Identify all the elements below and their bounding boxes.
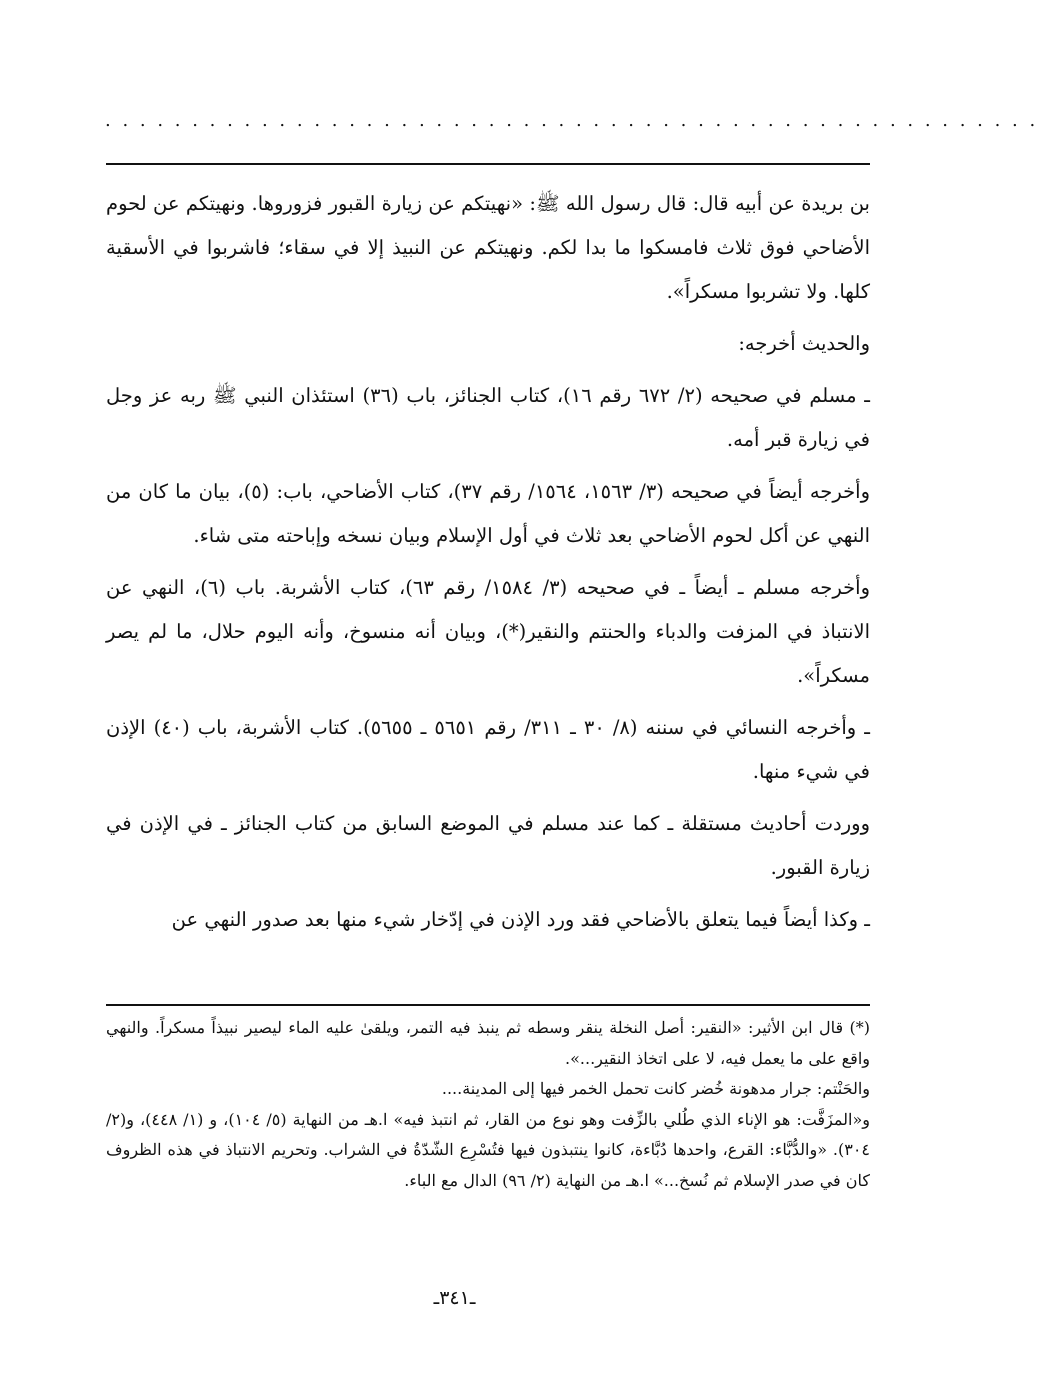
paragraph-adahi-continued: ـ وكذا أيضاً فيما يتعلق بالأضاحي فقد ورد الإذن في إدّخار شيء منها بعد صدور النهي عن: [171, 908, 870, 931]
paragraph-muslim-janaiz: ـ مسلم في صحيحه (٢/ ٦٧٢ رقم ١٦)، كتاب الجنائز، باب (٣٦) استئذان النبي ﷺ ربه عز وجل في زيارة قبر أمه.: [106, 384, 870, 451]
paragraph-independent-hadiths: ووردت أحاديث مستقلة ـ كما عند مسلم في الموضع السابق من كتاب الجنائز ـ في الإذن في زيارة القبور.: [106, 812, 870, 879]
page-number: ـ٣٤١ـ: [433, 1287, 476, 1309]
continuation-dots: . . . . . . . . . . . . . . . . . . . . . . . . . . . . . . . . . . . . . . . . . . . . . . . . . . . . . .: [105, 110, 1038, 131]
footnote-line-naqir: (*) قال ابن الأثير: «النقير: أصل النخلة ينقر وسطه ثم ينبذ فيه التمر، ويلقىٰ عليه الماء ليصير نبيذاً مسكراً. والنهي واقع على ما يعمل فيه، لا على اتخاذ النقير...».: [106, 1018, 870, 1068]
main-text: [106, 182, 870, 950]
footnote-line-muzaffat: و«المزَفَّت: هو الإناء الذي طُلي بالزِّفت وهو نوع من القار، ثم انتبذ فيه» ا.هـ من النهاية (٥/ ١٠٤)، و (١/ ٤٤٨)، و(٢/ ٣٠٤). «والدُّبَّاء: القرع، واحدها دُبَّاءة، كانوا ينتبذون فيها فتُسْرِع الشّدّةُ في الشراب. وتحريم الانتباذ في هذه الظروف كان في صدر الإسلام ثم نُسخ...» ا.هـ من النهاية (٢/ ٩٦) الدال مع الباء.: [106, 1109, 870, 1190]
paragraph-muslim-adahi: وأخرجه أيضاً في صحيحه (٣/ ١٥٦٣، ١٥٦٤/ رقم ٣٧)، كتاب الأضاحي، باب: (٥)، بيان ما كان من النهي عن أكل لحوم الأضاحي بعد ثلاث في أول الإسلام وبيان نسخه وإباحته متى شاء.: [106, 480, 870, 547]
footnote-line-hantam: والحَنْتم: جرار مدهونة خُضر كانت تحمل الخمر فيها إلى المدينة....: [441, 1079, 870, 1098]
paragraph-intro: والحديث أخرجه:: [738, 332, 870, 355]
footnote: [106, 1013, 870, 1196]
paragraph-muslim-ashriba: وأخرجه مسلم ـ أيضاً ـ في صحيحه (٣/ ١٥٨٤/ رقم ٦٣)، كتاب الأشربة. باب (٦)، النهي عن الانتباذ في المزفت والدباء والحنتم والنقير(*)، وبيان أنه منسوخ، وأنه اليوم حلال، ما لم يصر مسكراً».: [106, 576, 870, 687]
paragraph-hadith: بن بريدة عن أبيه قال: قال رسول الله ﷺ: «نهيتكم عن زيارة القبور فزوروها. ونهيتكم عن لحوم الأضاحي فوق ثلاث فامسكوا ما بدا لكم. ونهيتكم عن النبيذ إلا في سقاء؛ فاشربوا في الأسقية كلها. ولا تشربوا مسكراً».: [106, 192, 870, 303]
top-rule: [106, 163, 870, 165]
paragraph-nasai: ـ وأخرجه النسائي في سننه (٨/ ٣٠ ـ ٣١١/ رقم ٥٦٥١ ـ ٥٦٥٥). كتاب الأشربة، باب (٤٠) الإذن في شيء منها.: [106, 716, 870, 783]
footnote-rule: [106, 1004, 870, 1006]
